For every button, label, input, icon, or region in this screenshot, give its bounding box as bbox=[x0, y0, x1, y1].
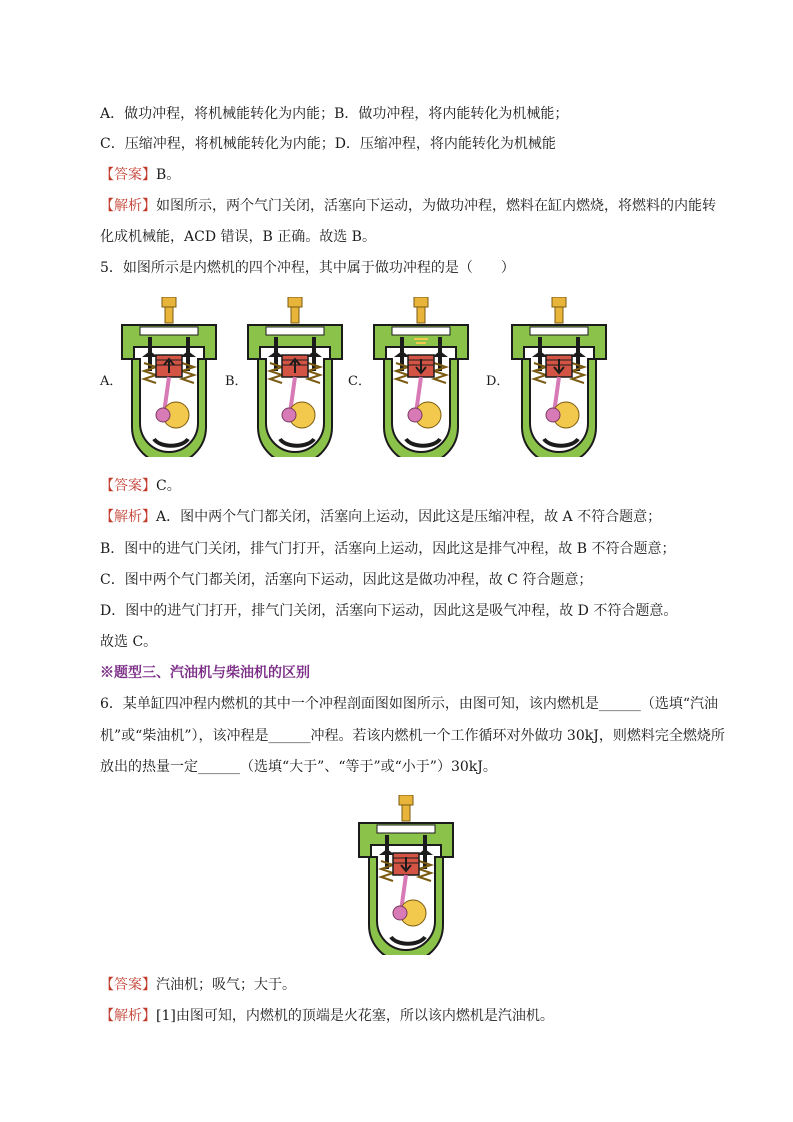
engine-diagram-c bbox=[370, 297, 472, 457]
analysis-text: 如图所示，两个气门关闭，活塞向下运动，为做功冲程，燃料在缸内燃烧，将燃料的内能转 bbox=[156, 198, 716, 214]
engine-diagram-a bbox=[118, 297, 220, 457]
q5-analysis-a bbox=[100, 507, 661, 527]
q5-conclusion: 故选 C。 bbox=[100, 634, 158, 650]
q6-analysis-line1 bbox=[100, 1006, 554, 1026]
engine-diagram-q6 bbox=[355, 795, 457, 955]
analysis-tag: 【解析】 bbox=[100, 509, 156, 525]
answer-text: 汽油机；吸气；大于。 bbox=[156, 977, 296, 993]
q5-analysis-c: C．图中两个气门都关闭，活塞向下运动，因此这是做功冲程，故 C 符合题意； bbox=[100, 572, 593, 588]
engine-label-c: C． bbox=[348, 374, 371, 389]
analysis-text: A．图中两个气门都关闭，活塞向上运动，因此这是压缩冲程，故 A 不符合题意； bbox=[156, 509, 662, 525]
q5-answer bbox=[100, 476, 181, 496]
q6-stem-line2: 机”或“柴油机”），该冲程是______冲程。若该内燃机一个工作循环对外做功 30kJ，则燃料完全燃烧所 bbox=[100, 728, 725, 744]
q6-stem-line3: 放出的热量一定______（选填“大于”、“等于”或“小于”）30kJ。 bbox=[100, 759, 497, 775]
engine-diagram-b bbox=[244, 297, 346, 457]
q5-analysis-d: D．图中的进气门打开，排气门关闭，活塞向下运动，因此这是吸气冲程，故 D 不符合题意。 bbox=[100, 603, 678, 619]
answer-text: C。 bbox=[156, 478, 181, 494]
engine-diagram-d bbox=[508, 297, 610, 457]
answer-tag: 【答案】 bbox=[100, 167, 156, 183]
q4-options-line1: A．做功冲程，将机械能转化为内能；B．做功冲程，将内能转化为机械能； bbox=[100, 106, 569, 122]
analysis-tag: 【解析】 bbox=[100, 198, 156, 214]
answer-tag: 【答案】 bbox=[100, 478, 156, 494]
q5-analysis-b: B．图中的进气门关闭，排气门打开，活塞向上运动，因此这是排气冲程，故 B 不符合题意； bbox=[100, 541, 676, 557]
section-title: ※题型三、汽油机与柴油机的区别 bbox=[100, 665, 310, 681]
q6-stem-line1: 6．某单缸四冲程内燃机的其中一个冲程剖面图如图所示，由图可知，该内燃机是______（选填“汽油 bbox=[100, 696, 719, 712]
q5-stem: 5．如图所示是内燃机的四个冲程，其中属于做功冲程的是（ ） bbox=[100, 260, 515, 276]
q4-answer bbox=[100, 165, 180, 185]
analysis-tag: 【解析】 bbox=[100, 1008, 156, 1024]
engine-label-a: A． bbox=[100, 374, 123, 389]
engine-label-d: D． bbox=[486, 374, 510, 389]
q6-answer bbox=[100, 975, 296, 995]
engine-label-b: B． bbox=[225, 374, 248, 389]
q4-analysis-line2: 化成机械能，ACD 错误，B 正确。故选 B。 bbox=[100, 229, 376, 245]
q4-analysis-line1 bbox=[100, 196, 716, 216]
analysis-text: [1]由图可知，内燃机的顶端是火花塞，所以该内燃机是汽油机。 bbox=[156, 1008, 554, 1024]
q4-options-line2: C．压缩冲程，将机械能转化为内能；D．压缩冲程，将内能转化为机械能 bbox=[100, 136, 556, 152]
answer-tag: 【答案】 bbox=[100, 977, 156, 993]
answer-text: B。 bbox=[156, 167, 181, 183]
